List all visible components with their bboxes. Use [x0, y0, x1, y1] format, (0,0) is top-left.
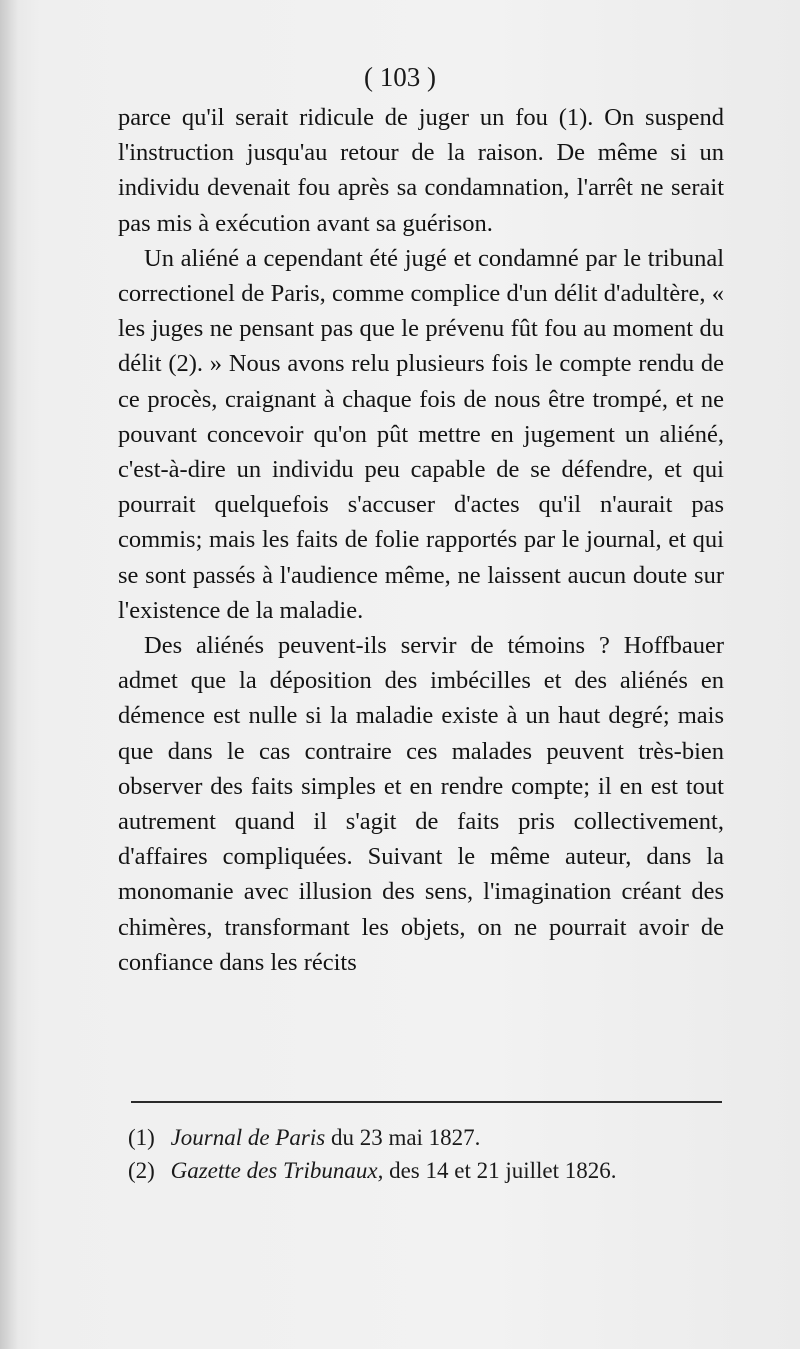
footnote-marker: (1) [128, 1125, 155, 1150]
paragraph-3: Des aliénés peuvent-ils servir de témoins ? Hoffbauer admet que la déposition des imbécilles et des aliénés en démence est nulle si la maladie existe à un haut degré; mais que dans le cas contraire ces malades peuvent très-bien observer des faits simples et en rendre compte; il en est tout autrement quand il s'agit de faits pris collectivement, d'affaires compliquées. Suivant le même auteur, dans la monomanie avec illusion des sens, l'imagination créant des chimères, transformant les objets, on ne pourrait avoir de confiance dans les récits [118, 632, 724, 976]
footnote-divider [131, 1101, 722, 1103]
body-text [118, 100, 724, 980]
footnote-source-date: des 14 et 21 juillet 1826. [389, 1158, 617, 1183]
footnote-source-title: Gazette des Tribunaux, [170, 1158, 384, 1183]
paragraph-1: parce qu'il serait ridicule de juger un fou (1). On suspend l'instruction jusqu'au retour de la raison. De même si un individu devenait fou après sa condamnation, l'arrêt ne serait pas mis à exécution avant sa guérison. [118, 104, 724, 237]
footnote-marker: (2) [128, 1158, 155, 1183]
footnotes [128, 1121, 728, 1187]
page-number: ( 103 ) [364, 62, 436, 92]
footnote-1 [128, 1121, 728, 1154]
footnote-source-date: du 23 mai 1827. [330, 1125, 481, 1150]
footnote-2 [128, 1154, 728, 1187]
footnote-source-title: Journal de Paris [170, 1125, 326, 1150]
paragraph-2: Un aliéné a cependant été jugé et condamné par le tribunal correctionel de Paris, comme complice d'un délit d'adultère, « les juges ne pensant pas que le prévenu fût fou au moment du délit (2). » Nous avons relu plusieurs fois le compte rendu de ce procès, craignant à chaque fois de nous être trompé, et ne pouvant concevoir qu'on pût mettre en jugement un aliéné, c'est-à-dire un individu peu capable de se défendre, et qui pourrait quelquefois s'accuser d'actes qu'il n'aurait pas commis; mais les faits de folie rapportés par le journal, et qui se sont passés à l'audience même, ne laissent aucun doute sur l'existence de la maladie. [118, 244, 724, 624]
